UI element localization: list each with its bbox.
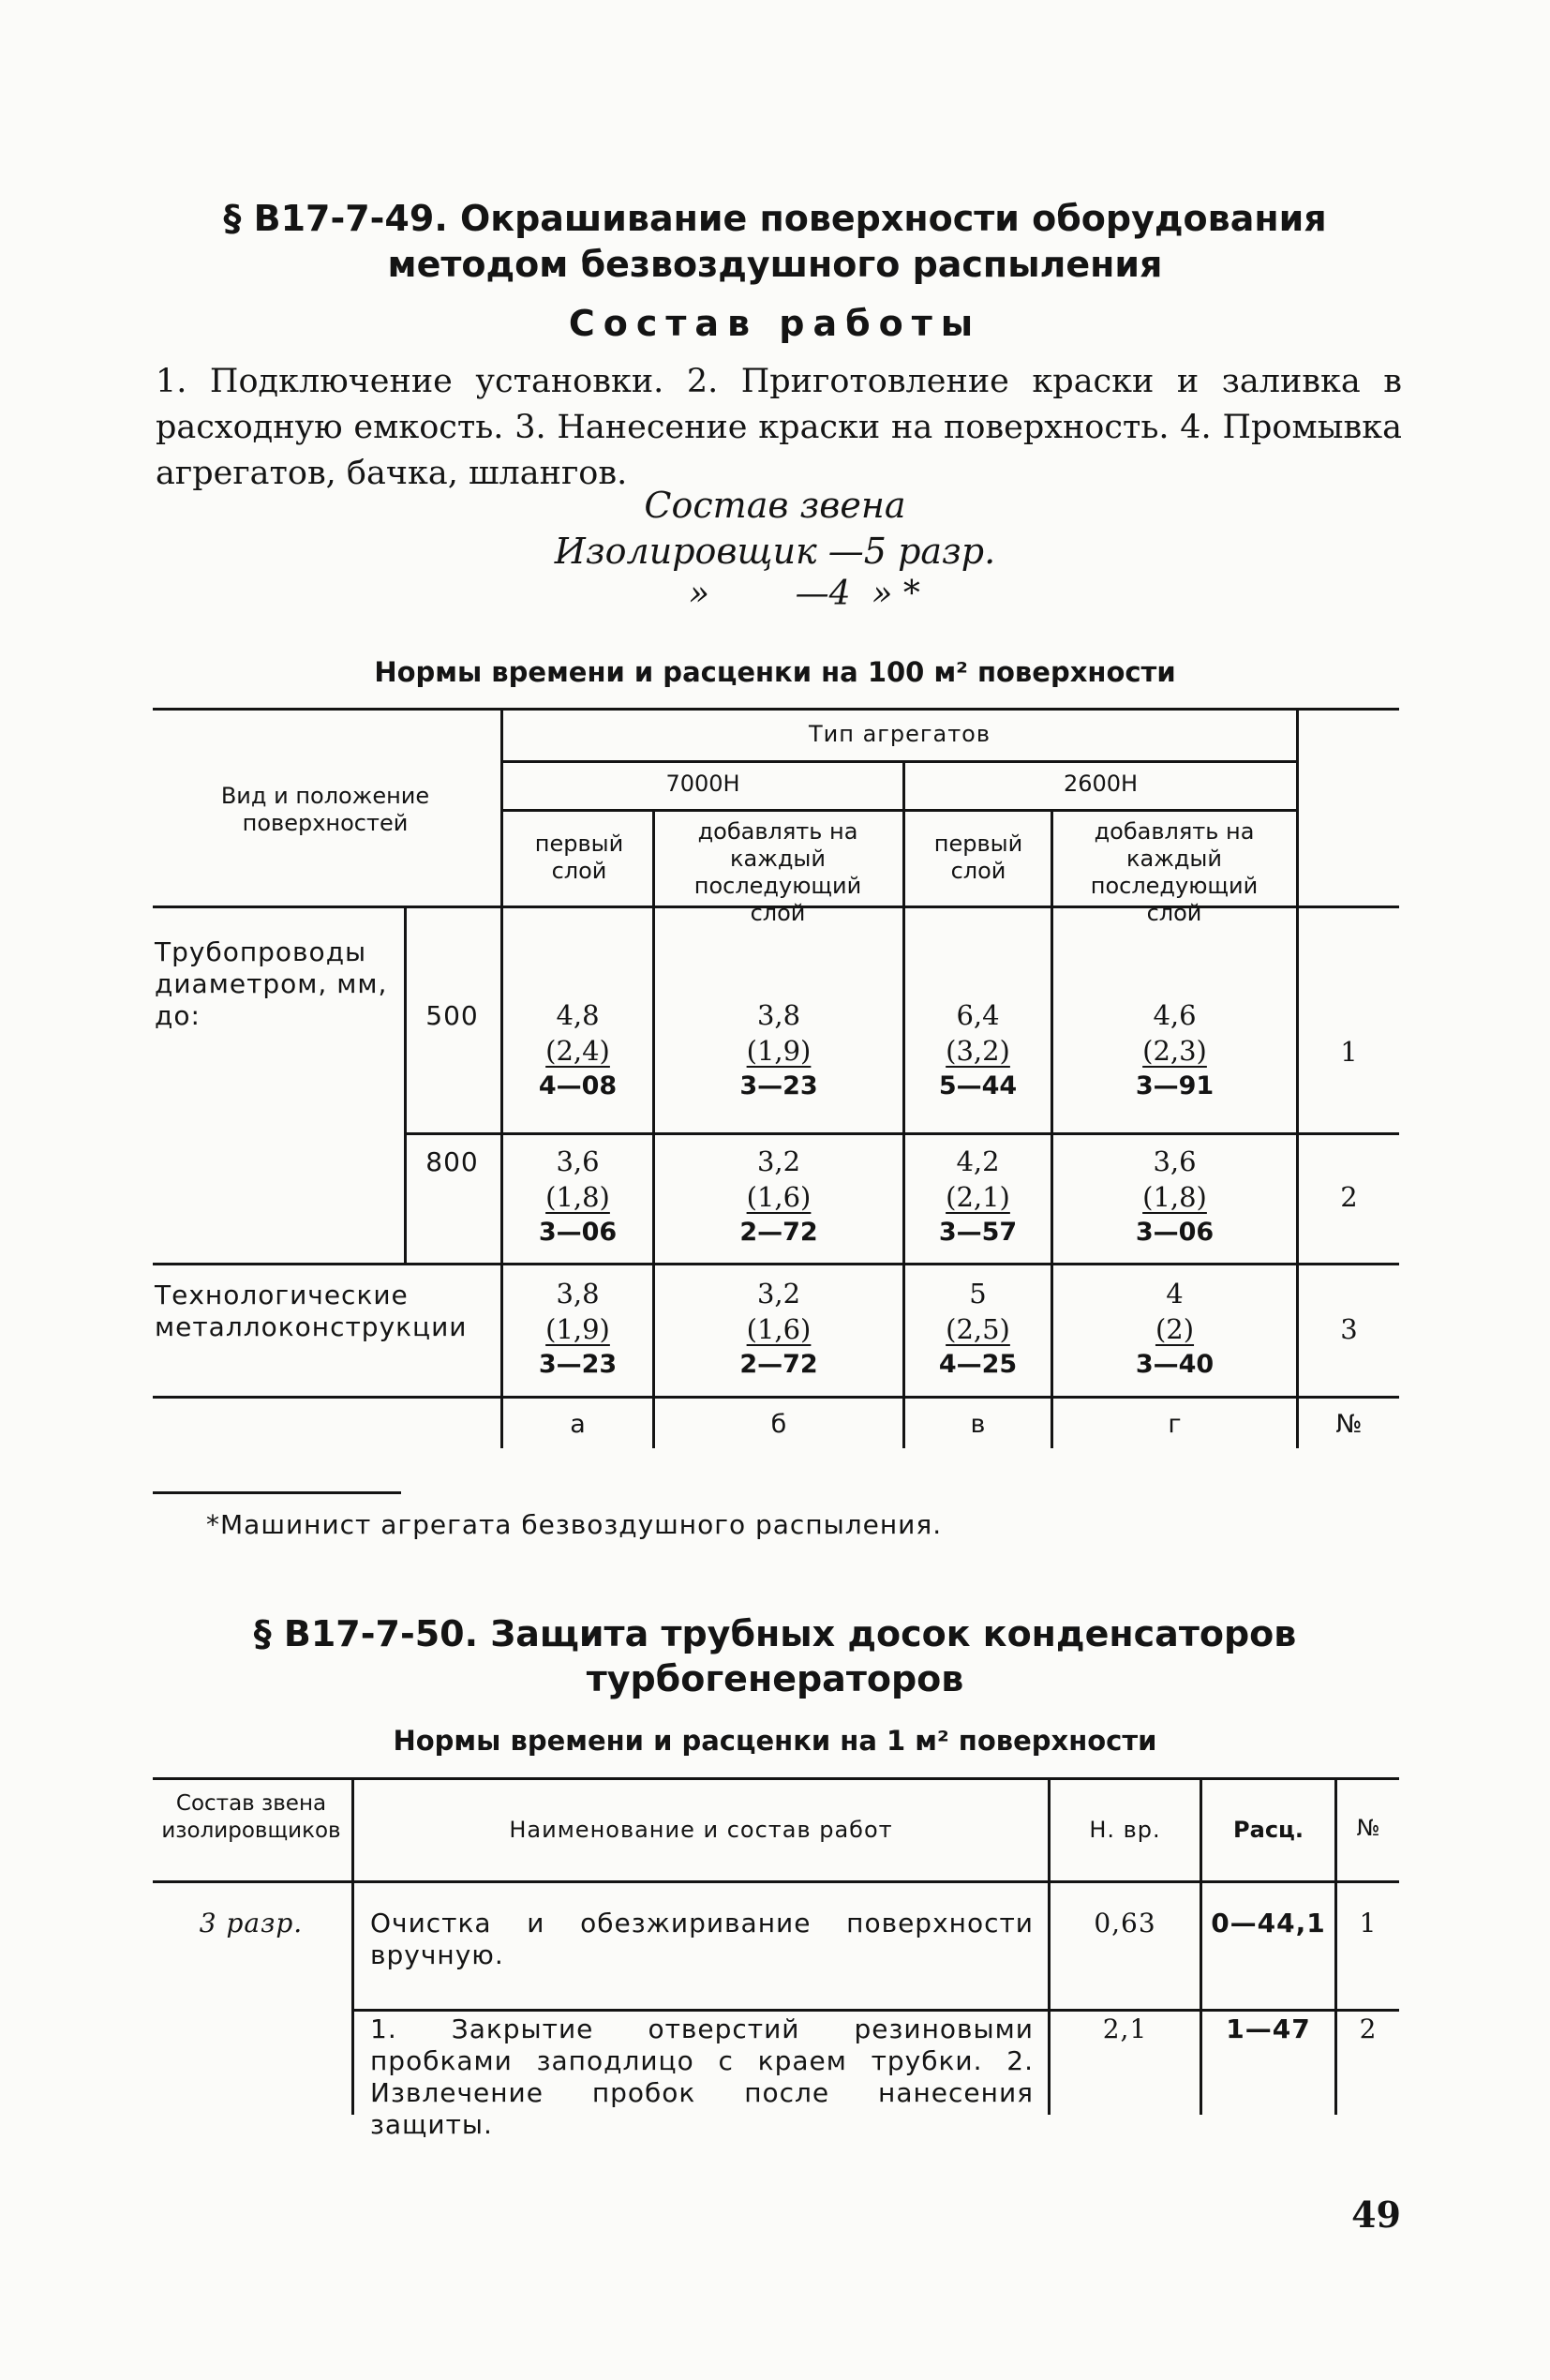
section2-title-line2: турбогенераторов bbox=[586, 1658, 964, 1699]
work-row-2-name: 1. Закрытие отверстий резиновыми пробками заподлицо с краем трубки. 2. Извлечение пробок после нанесения защиты. bbox=[370, 2013, 1034, 2140]
sub-add-layer-b: добавлять на каждый последующий слой bbox=[693, 818, 862, 926]
work-row-2-price: 1—47 bbox=[1226, 2013, 1311, 2044]
row-label-tech: Технологические металлоконструкции bbox=[155, 1280, 468, 1342]
table1-caption: Нормы времени и расценки на 100 м² поверхности bbox=[374, 656, 1176, 688]
value-cell: 6,4 (3,2) 5—44 bbox=[938, 999, 1018, 1100]
col-letter-c: в bbox=[970, 1410, 986, 1439]
value-cell: 3,8 (1,9) 3—23 bbox=[739, 999, 818, 1100]
footnote: *Машинист агрегата безвоздушного распыления. bbox=[206, 1509, 943, 1540]
header-work-name: Наименование и состав работ bbox=[509, 1817, 893, 1843]
row-number: 3 bbox=[1340, 1313, 1358, 1345]
value-cell: 4,2 (2,1) 3—57 bbox=[938, 1145, 1018, 1247]
row-label-pipes: Трубопроводы диаметром, мм, до: bbox=[155, 936, 388, 1031]
value-cell: 4,8 (2,4) 4—08 bbox=[538, 999, 618, 1100]
value-cell: 3,2 (1,6) 2—72 bbox=[739, 1278, 818, 1379]
work-text: 1. Подключение установки. 2. Приготовление краски и заливка в расходную емкость. 3. Нанесение краски на поверхность. 4. Промывка агрегатов, бачка, шлангов. bbox=[156, 363, 1402, 492]
header-no: № bbox=[1356, 1815, 1380, 1841]
value-cell: 3,8 (1,9) 3—23 bbox=[538, 1278, 618, 1379]
sub-first-layer-a: первый слой bbox=[534, 831, 624, 884]
work-heading: Состав работы bbox=[568, 303, 982, 344]
col-letter-a: а bbox=[570, 1410, 586, 1439]
col-no: № bbox=[1335, 1410, 1363, 1439]
header-7000: 7000Н bbox=[665, 771, 740, 797]
row-dia-500: 500 bbox=[425, 1000, 479, 1031]
work-row-1-no: 1 bbox=[1359, 1908, 1378, 1938]
crew-line1: Изолировщик —5 разр. bbox=[554, 531, 996, 572]
row-dia-800: 800 bbox=[425, 1146, 479, 1177]
norms-table-2 bbox=[153, 1777, 1399, 2140]
page-number: 49 bbox=[1351, 2193, 1401, 2236]
row-number: 1 bbox=[1340, 1036, 1358, 1068]
crew-line2: » —4 » * bbox=[689, 575, 920, 613]
table2-caption: Нормы времени и расценки на 1 м² поверхности bbox=[393, 1725, 1157, 1757]
value-cell: 4 (2) 3—40 bbox=[1135, 1278, 1215, 1379]
header-surface: Вид и положение поверхностей bbox=[220, 783, 430, 836]
header-unit-type: Тип агрегатов bbox=[808, 721, 991, 747]
section2-title-line1: § В17-7-50. Защита трубных досок конденсаторов bbox=[253, 1613, 1297, 1654]
col-letter-d: г bbox=[1168, 1410, 1182, 1439]
header-crew: Состав звена изолировщиков bbox=[161, 1791, 341, 1843]
work-row-1-name: Очистка и обезжиривание поверхности вручную. bbox=[370, 1908, 1034, 1970]
sub-add-layer-d: добавлять на каждый последующий слой bbox=[1090, 818, 1259, 926]
norms-table-1 bbox=[153, 708, 1399, 1448]
section1-title-line1: § В17-7-49. Окрашивание поверхности оборудования bbox=[223, 198, 1327, 239]
col-letter-b: б bbox=[770, 1410, 787, 1439]
sub-first-layer-c: первый слой bbox=[933, 831, 1023, 884]
crew-grade: 3 разр. bbox=[199, 1908, 304, 1938]
section1-title-line2: методом безвоздушного распыления bbox=[387, 244, 1163, 285]
work-row-1-norm: 0,63 bbox=[1094, 1908, 1156, 1938]
value-cell: 3,2 (1,6) 2—72 bbox=[739, 1145, 818, 1247]
value-cell: 3,6 (1,8) 3—06 bbox=[538, 1145, 618, 1247]
value-cell: 5 (2,5) 4—25 bbox=[938, 1278, 1018, 1379]
crew-heading: Состав звена bbox=[644, 485, 906, 526]
footnote-rule bbox=[153, 1491, 401, 1494]
work-row-1-price: 0—44,1 bbox=[1211, 1908, 1326, 1938]
header-norm: Н. вр. bbox=[1089, 1817, 1161, 1843]
header-price: Расц. bbox=[1233, 1817, 1304, 1843]
work-row-2-no: 2 bbox=[1359, 2013, 1378, 2044]
row-number: 2 bbox=[1340, 1181, 1358, 1213]
work-row-2-norm: 2,1 bbox=[1102, 2013, 1148, 2044]
value-cell: 3,6 (1,8) 3—06 bbox=[1135, 1145, 1215, 1247]
header-2600: 2600Н bbox=[1063, 771, 1139, 797]
value-cell: 4,6 (2,3) 3—91 bbox=[1135, 999, 1215, 1100]
